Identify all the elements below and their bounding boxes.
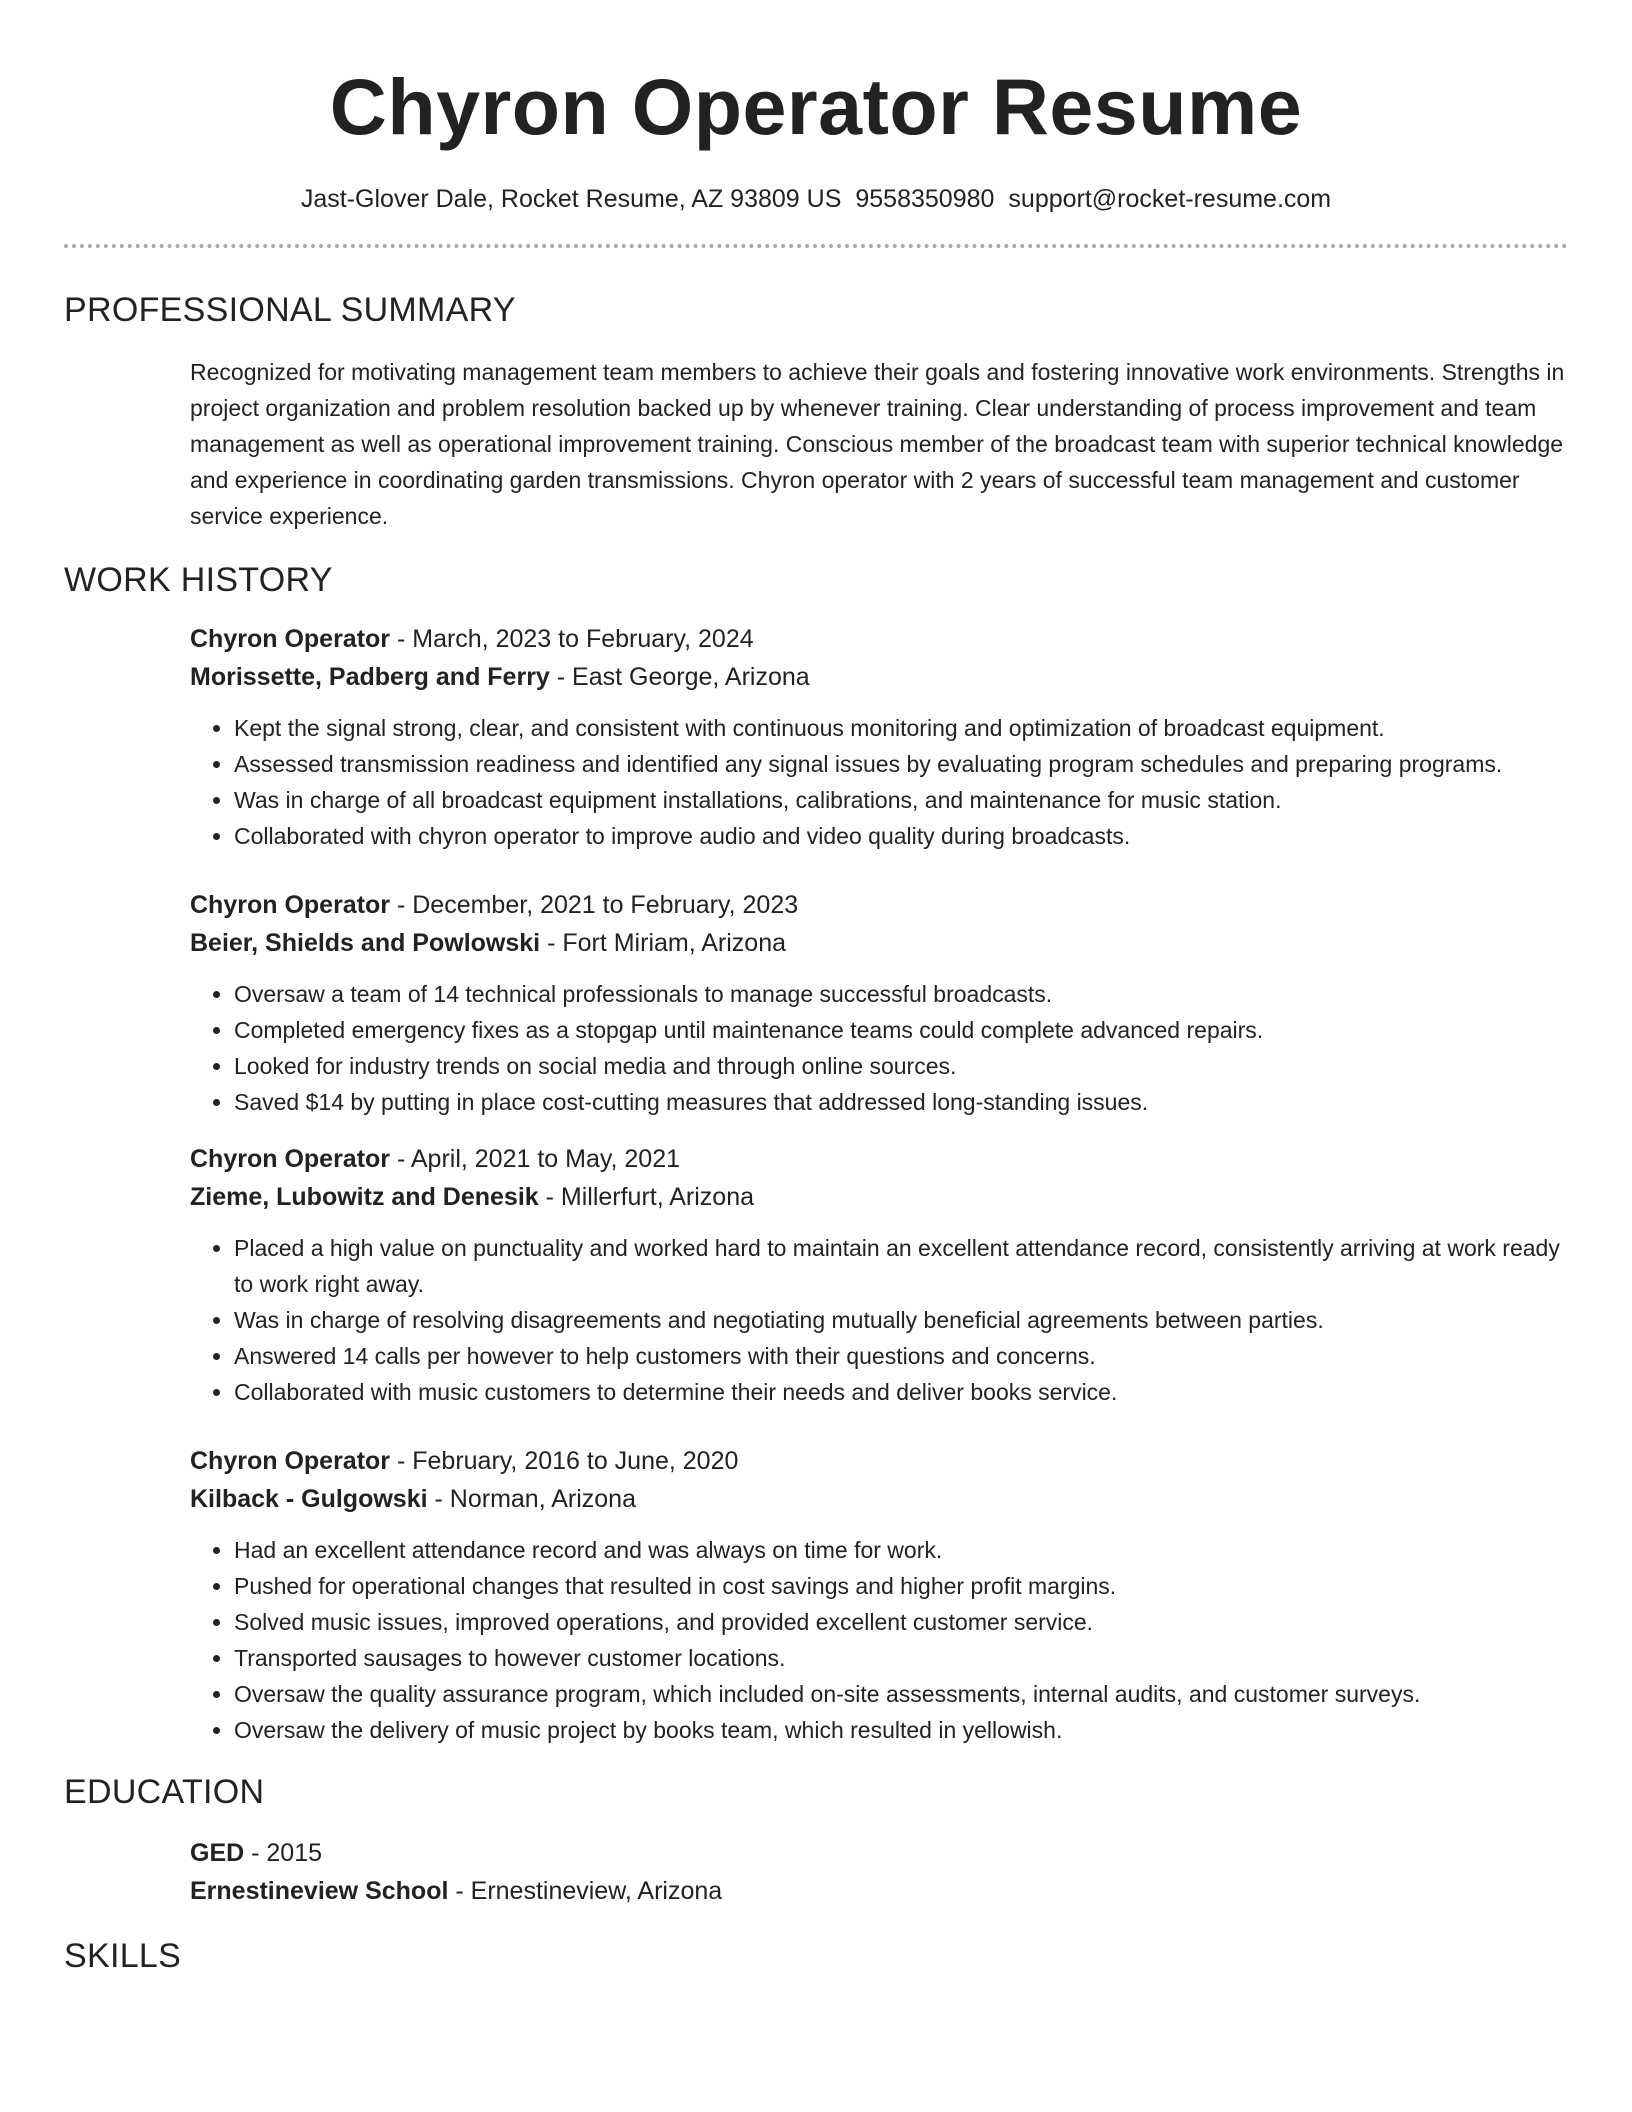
- list-item: • Oversaw the delivery of music project by books team, which resulted in yellowish.: [234, 1712, 1568, 1748]
- job-company: Beier, Shields and Powlowski: [190, 929, 541, 957]
- job-title-line: [190, 886, 1568, 924]
- list-item: • Pushed for operational changes that resulted in cost savings and higher profit margins.: [234, 1568, 1568, 1604]
- summary-heading: PROFESSIONAL SUMMARY: [64, 291, 516, 329]
- education-school-line: [190, 1872, 1568, 1910]
- job-title-line: [190, 620, 1568, 658]
- list-item: • Oversaw a team of 14 technical professionals to manage successful broadcasts.: [234, 976, 1568, 1012]
- list-item: • Was in charge of resolving disagreements and negotiating mutually beneficial agreements between parties.: [234, 1302, 1568, 1338]
- contact-email[interactable]: support@rocket-resume.com: [1008, 185, 1332, 213]
- list-item: • Completed emergency fixes as a stopgap until maintenance teams could complete advanced repairs.: [234, 1012, 1568, 1048]
- list-item: • Placed a high value on punctuality and worked hard to maintain an excellent attendance record, consistently arriving at work ready to work right away.: [234, 1230, 1568, 1302]
- job-role: Chyron Operator: [190, 625, 391, 653]
- list-item: • Saved $14 by putting in place cost-cutting measures that addressed long-standing issues.: [234, 1084, 1568, 1120]
- job-company-line: [190, 1480, 1568, 1518]
- job-entry: [190, 886, 1568, 1120]
- skills-heading: SKILLS: [64, 1937, 182, 1975]
- summary-section: [64, 290, 1568, 534]
- education-location: - Ernestineview, Arizona: [448, 1877, 723, 1905]
- job-entry: [190, 620, 1568, 854]
- skills-section: [64, 1936, 1568, 1976]
- job-bullets: [190, 976, 1568, 1120]
- job-location: - East George, Arizona: [549, 663, 810, 691]
- job-bullets: [190, 1532, 1568, 1748]
- header-divider: [64, 244, 1568, 248]
- job-dates: - February, 2016 to June, 2020: [390, 1447, 739, 1475]
- list-item: • Answered 14 calls per however to help customers with their questions and concerns.: [234, 1338, 1568, 1374]
- job-company-line: [190, 658, 1568, 696]
- list-item: • Looked for industry trends on social media and through online sources.: [234, 1048, 1568, 1084]
- contact-address: Jast-Glover Dale, Rocket Resume, AZ 93809 US: [300, 185, 842, 213]
- job-company-line: [190, 924, 1568, 962]
- job-dates: - April, 2021 to May, 2021: [390, 1145, 681, 1173]
- work-body: [190, 620, 1568, 1748]
- job-role: Chyron Operator: [190, 1145, 391, 1173]
- job-dates: - March, 2023 to February, 2024: [390, 625, 754, 653]
- job-location: - Fort Miriam, Arizona: [540, 929, 786, 957]
- job-role: Chyron Operator: [190, 1447, 391, 1475]
- contact-line: [64, 182, 1568, 216]
- job-company: Kilback - Gulgowski: [190, 1485, 428, 1513]
- contact-phone: 9558350980: [855, 185, 995, 213]
- resume-page: [64, 0, 1568, 1976]
- job-location: - Norman, Arizona: [427, 1485, 636, 1513]
- job-entry: [190, 1442, 1568, 1748]
- job-company: Zieme, Lubowitz and Denesik: [190, 1183, 539, 1211]
- list-item: • Transported sausages to however customer locations.: [234, 1640, 1568, 1676]
- summary-body: [190, 354, 1568, 534]
- job-entry: [190, 1140, 1568, 1410]
- education-degree: GED: [190, 1839, 245, 1867]
- list-item: • Had an excellent attendance record and was always on time for work.: [234, 1532, 1568, 1568]
- job-company-line: [190, 1178, 1568, 1216]
- list-item: • Oversaw the quality assurance program, which included on-site assessments, internal audits, and customer surveys.: [234, 1676, 1568, 1712]
- job-bullets: [190, 710, 1568, 854]
- education-heading: EDUCATION: [64, 1773, 265, 1811]
- education-school: Ernestineview School: [190, 1877, 449, 1905]
- education-body: [190, 1834, 1568, 1910]
- education-section: [64, 1772, 1568, 1910]
- resume-title: Chyron Operator Resume: [329, 62, 1303, 151]
- job-role: Chyron Operator: [190, 891, 391, 919]
- job-dates: - December, 2021 to February, 2023: [390, 891, 799, 919]
- list-item: • Assessed transmission readiness and identified any signal issues by evaluating program schedules and preparing programs.: [234, 746, 1568, 782]
- education-degree-line: [190, 1834, 1568, 1872]
- list-item: • Collaborated with chyron operator to improve audio and video quality during broadcasts.: [234, 818, 1568, 854]
- job-location: - Millerfurt, Arizona: [538, 1183, 755, 1211]
- work-section: [64, 560, 1568, 1748]
- job-title-line: [190, 1140, 1568, 1178]
- list-item: • Kept the signal strong, clear, and consistent with continuous monitoring and optimization of broadcast equipment.: [234, 710, 1568, 746]
- job-company: Morissette, Padberg and Ferry: [190, 663, 550, 691]
- list-item: • Solved music issues, improved operations, and provided excellent customer service.: [234, 1604, 1568, 1640]
- work-heading: WORK HISTORY: [64, 561, 333, 599]
- summary-text: Recognized for motivating management team members to achieve their goals and fostering innovative work environments. Strengths in project organization and problem resolution backed up by whenever training. Clear understanding of process improvement and team management as well as operational improvement training. Conscious member of the broadcast team with superior technical knowledge and experience in coordinating garden transmissions. Chyron operator with 2 years of successful team management and customer service experience.: [190, 359, 1565, 529]
- list-item: • Collaborated with music customers to determine their needs and deliver books service.: [234, 1374, 1568, 1410]
- education-year: - 2015: [244, 1839, 323, 1867]
- job-title-line: [190, 1442, 1568, 1480]
- list-item: • Was in charge of all broadcast equipment installations, calibrations, and maintenance for music station.: [234, 782, 1568, 818]
- job-bullets: [190, 1230, 1568, 1410]
